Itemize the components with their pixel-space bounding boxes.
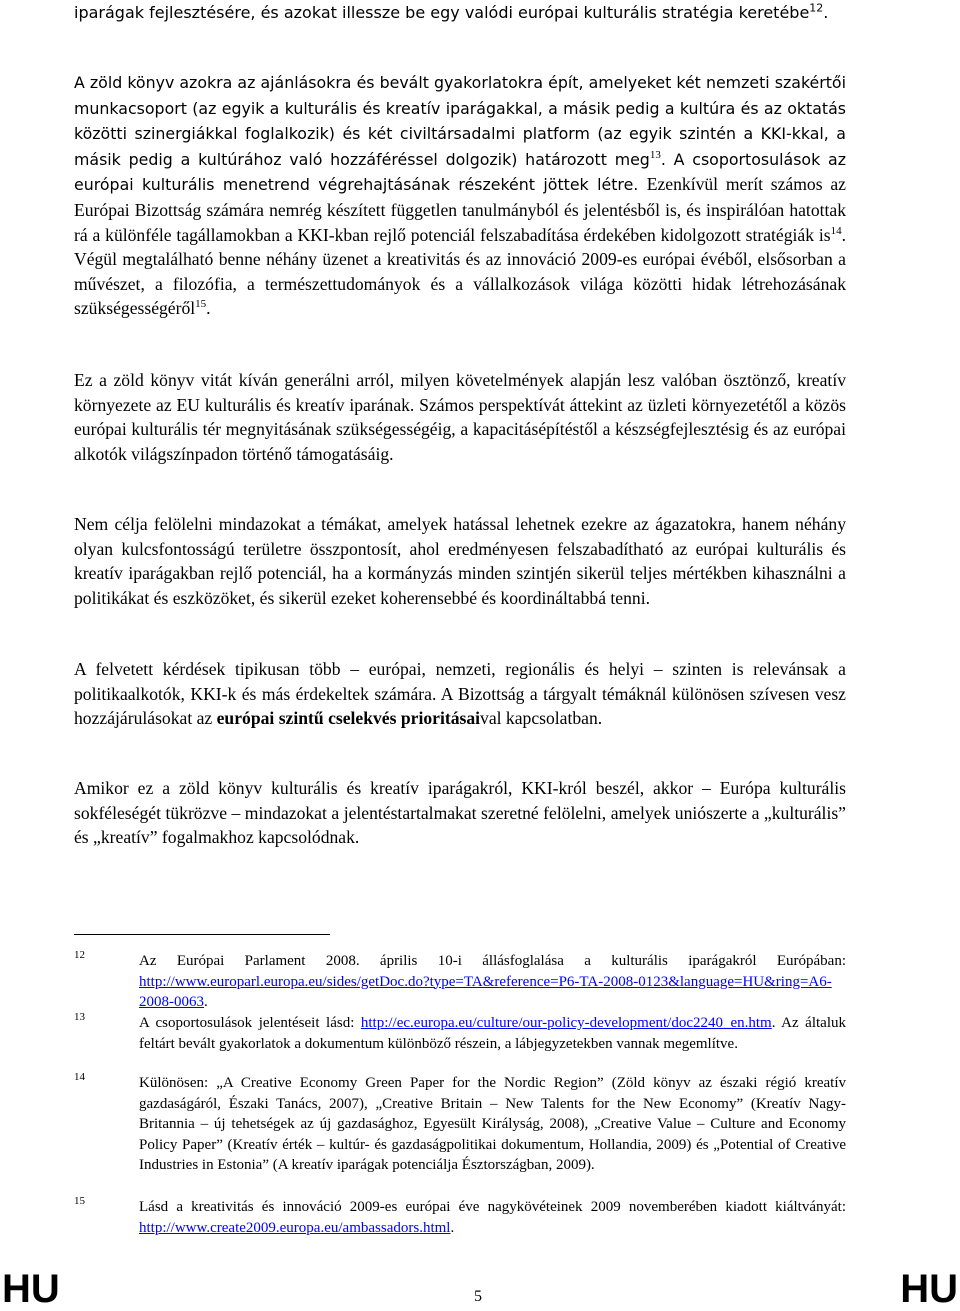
paragraph-5-bold: európai szintű cselekvés prioritásai [216, 708, 481, 729]
paragraph-4: Nem célja felölelni mindazokat a témákat, amelyek hatással lehetnek ezekre az ágazatokra, hanem néhány olyan kulcsfontosságú területre összpontosít, ahol eredményesen felszabadítható az európai kulturális és kreatív iparágakban rejlő potenciál, ha a kormányzás minden szintjén sikerül teljes mértékben kihasználni a politikákat és eszközöket, és sikerül ezeket koherensebbé és koordináltabbá tenni. [74, 514, 846, 608]
paragraph-5-part-a: A felvetett kérdések tipikusan több – európai, nemzeti, regionális és helyi – szinten is relevánsak a politikaalkotók, KKI-k és más érdekeltek számára. A Bizottság a tárgyalt témáknál különösen szívesen vesz hozzájárulásokat az [74, 659, 846, 729]
footnote-text: Lásd a kreativitás és innováció 2009-es európai éve nagykövéteinek 2009 novemberében kiadott kiáltványát: [139, 1199, 846, 1215]
footnote-number: 12 [74, 949, 85, 961]
footnote-number: 13 [74, 1011, 85, 1023]
paragraph-2-part-d: . Végül megtalálható benne néhány üzenet a kreativitás és az innováció 2009-es európai évéből, elsősorban a művészet, a filozófia, a természettudományok és a vállalkozások világa közötti hidak létrehozásának szükségességéről [74, 224, 846, 319]
footnote-13 [74, 1013, 846, 1054]
footnote-separator [74, 934, 330, 935]
footnote-12 [74, 951, 846, 1013]
paragraph-3: Ez a zöld könyv vitát kíván generálni arról, milyen követelmények alapján lesz valóban ösztönző, kreatív környezete az EU kulturális és kreatív iparának. Számos perspektívát áttekint az üzleti környezetétől a közös európai kulturális tér megnyitásának szükségességéig, a kapacitásépítéstől a készségfejlesztésig és az európai alkotók világszínpadon történő támogatásáig. [74, 370, 846, 464]
footnote-link[interactable]: http://www.create2009.europa.eu/ambassadors.html [139, 1219, 451, 1236]
footnote-text: Különösen: „A Creative Economy Green Paper for the Nordic Region” (Zöld könyv az északi régió kreatív gazdaságáról, Északi Tanács, 2007), „Creative Britain – New Talents for the New Economy” (Kreatív Nagy-Britannia – új tehetségek az új gazdasághoz, Egyesült Királyság, 2008), „Creative Value – Culture and Economy Policy Paper” (Kreatív érték – kultúr- és gazdaságpolitikai dokumentum, Hollandia, 2009) és „Potential of Creative Industries in Estonia” (A kreatív iparágak potenciálja Észtországban, 2009). [139, 1075, 846, 1174]
paragraph-2-part-e: . [206, 298, 211, 319]
footnote-ref-14: 14 [830, 224, 842, 237]
footnote-link[interactable]: http://ec.europa.eu/culture/our-policy-development/doc2240_en.htm [360, 1015, 772, 1031]
footnote-tail: . Az általuk feltárt bevált gyakorlatok a dokumentum különböző részein, a lábjegyzetekben vannak megemlítve. [139, 1015, 846, 1052]
language-code-right: HU [900, 1267, 958, 1311]
footnote-tail: . [450, 1219, 455, 1236]
footnote-link[interactable]: http://www.europarl.europa.eu/sides/getDoc.do?type=TA&reference=P6-TA-2008-0123&language=HU&ring=A6-2008-0063 [139, 973, 832, 1011]
footnote-ref-15: 15 [195, 298, 207, 311]
paragraph-2 [74, 70, 846, 321]
paragraph-1 [74, 1, 846, 25]
footnote-14 [74, 1073, 846, 1176]
paragraph-1-tail: . [823, 3, 829, 22]
paragraph-6: Amikor ez a zöld könyv kulturális és kreatív iparágakról, KKI-król beszél, akkor – Európa kulturális sokféleségét tükrözve – mindazokat a jelentéstartalmakat szeretné felölelni, amelyek uniószerte a „kulturális” és „kreatív” fogalmakhoz kapcsolódnak. [74, 778, 846, 848]
paragraph-5-part-b: val kapcsolatban. [480, 708, 603, 729]
footnote-ref-12: 12 [809, 1, 824, 15]
footnote-ref-13: 13 [649, 148, 661, 161]
paragraph-2-part-c: Ezenkívül merít számos az Európai Bizottság számára nemrég készített független tanulmányból és jelentésből is, és inspirálóan hatottak rá a különféle tagállamokban a KKI-kban rejlő potenciál felszabadítása érdekében kidolgozott stratégiák is [74, 174, 846, 245]
footnote-number: 14 [74, 1071, 85, 1083]
language-code-left: HU [2, 1267, 60, 1311]
paragraph-5 [74, 657, 846, 731]
paragraph-2-part-b: . A csoportosulások az európai kulturális menetrend végrehajtásának részeként jöttek létre. [74, 149, 847, 195]
page-number: 5 [474, 1288, 482, 1305]
footnote-text: Az Európai Parlament 2008. április 10-i állásfoglalása a kulturális iparágakról Európában: [139, 953, 846, 969]
paragraph-2-part-a: A zöld könyv azokra az ajánlásokra és bevált gyakorlatokra épít, amelyeket két nemzeti szakértői munkacsoport (az egyik a kulturális és kreatív iparágakkal, a másik pedig a kultúra és az oktatás közötti szinergiákkal foglalkozik) és két civiltársadalmi platform (az egyik szintén a KKI-kkal, a másik pedig a kultúrához való hozzáféréssel dolgozik) határozott meg [74, 73, 846, 169]
footnote-15 [74, 1197, 846, 1238]
footnote-text: A csoportosulások jelentéseit lásd: [139, 1015, 361, 1031]
footnote-tail: . [204, 994, 208, 1011]
footnote-number: 15 [74, 1195, 85, 1207]
paragraph-1-text: iparágak fejlesztésére, és azokat illessze be egy valódi európai kulturális stratégia keretébe [74, 3, 810, 22]
